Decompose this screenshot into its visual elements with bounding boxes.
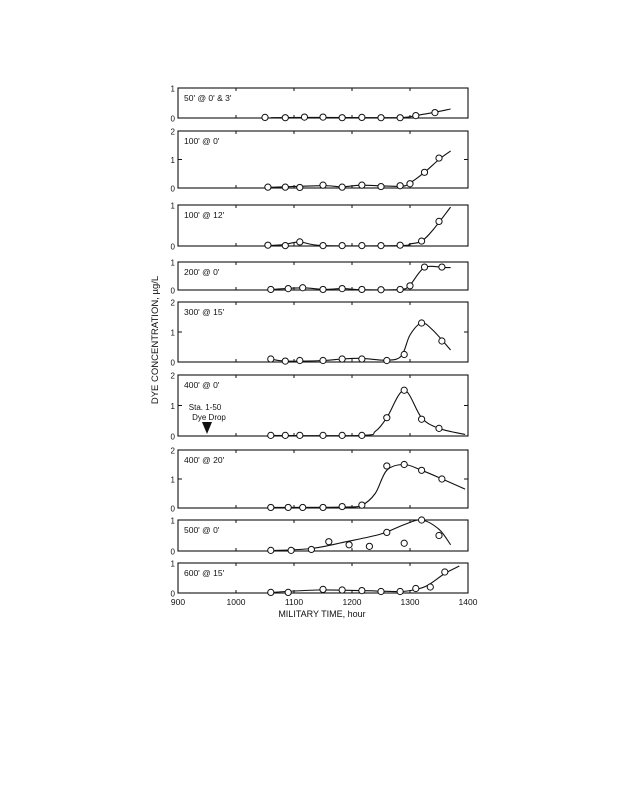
data-point — [297, 184, 303, 190]
y-tick-label: 1 — [170, 516, 175, 526]
data-point — [421, 169, 427, 175]
data-point — [268, 286, 274, 292]
y-tick-label: 2 — [170, 298, 175, 308]
y-tick-label: 1 — [170, 475, 175, 485]
panel-label: 400' @ 0' — [184, 380, 220, 390]
data-point — [297, 357, 303, 363]
y-tick-label: 0 — [170, 589, 175, 599]
panel-5 — [171, 299, 468, 368]
panel-label: 500' @ 0' — [184, 525, 220, 535]
data-point — [320, 242, 326, 248]
y-tick-label: 0 — [170, 114, 175, 124]
data-point — [359, 242, 365, 248]
panel-6 — [171, 372, 468, 442]
y-tick-label: 0 — [170, 432, 175, 442]
x-tick-label: 1000 — [226, 597, 246, 607]
data-point — [297, 239, 303, 245]
data-point — [397, 242, 403, 248]
panel-label: 100' @ 0' — [184, 136, 220, 146]
data-point — [339, 503, 345, 509]
data-point — [384, 529, 390, 535]
data-point — [265, 184, 271, 190]
data-point — [268, 432, 274, 438]
x-tick-label: 1100 — [284, 597, 304, 607]
y-tick-label: 2 — [170, 127, 175, 137]
data-point — [407, 181, 413, 187]
y-tick-label: 1 — [170, 559, 175, 569]
data-point — [282, 115, 288, 121]
data-point — [359, 182, 365, 188]
data-point — [419, 238, 425, 244]
data-point — [320, 286, 326, 292]
data-point — [442, 569, 448, 575]
data-point — [346, 542, 352, 548]
data-point — [407, 283, 413, 289]
dye-drop-arrow-icon — [202, 422, 212, 434]
annotation-line-1: Sta. 1-50 — [188, 403, 222, 412]
data-point — [262, 114, 268, 120]
data-point — [359, 502, 365, 508]
data-point — [401, 387, 407, 393]
y-tick-label: 0 — [170, 504, 175, 514]
panel-7 — [171, 447, 468, 514]
data-point — [268, 589, 274, 595]
data-point — [268, 547, 274, 553]
data-point — [397, 115, 403, 121]
data-point — [339, 184, 345, 190]
data-point — [427, 584, 433, 590]
data-point — [308, 546, 314, 552]
panel-label: 400' @ 20' — [184, 455, 225, 465]
x-tick-label: 1400 — [458, 597, 478, 607]
panel-3 — [171, 202, 468, 252]
data-point — [384, 357, 390, 363]
data-point — [413, 585, 419, 591]
data-point — [439, 264, 445, 270]
data-point — [320, 432, 326, 438]
y-tick-label: 1 — [170, 328, 175, 338]
y-tick-label: 2 — [170, 446, 175, 456]
panel-2 — [171, 128, 468, 194]
data-point — [419, 517, 425, 523]
data-point — [265, 242, 271, 248]
y-tick-label: 1 — [170, 201, 175, 211]
panel-label: 300' @ 15' — [184, 307, 225, 317]
data-point — [436, 218, 442, 224]
data-point — [378, 287, 384, 293]
data-point — [397, 183, 403, 189]
x-tick-label: 900 — [170, 597, 186, 607]
panel-4 — [171, 259, 468, 296]
data-point — [285, 504, 291, 510]
data-point — [285, 286, 291, 292]
data-point — [366, 543, 372, 549]
data-point — [301, 114, 307, 120]
series-curve — [271, 520, 451, 551]
y-tick-label: 1 — [170, 156, 175, 165]
data-point — [320, 357, 326, 363]
data-point — [401, 351, 407, 357]
panel-label: 200' @ 0' — [184, 267, 220, 277]
data-point — [326, 539, 332, 545]
data-point — [285, 589, 291, 595]
y-tick-label: 0 — [170, 242, 175, 252]
data-point — [339, 115, 345, 121]
data-point — [397, 588, 403, 594]
panel-1 — [171, 85, 468, 124]
data-point — [397, 286, 403, 292]
data-point — [378, 588, 384, 594]
data-point — [359, 114, 365, 120]
data-point — [436, 425, 442, 431]
data-point — [419, 416, 425, 422]
y-tick-label: 0 — [170, 547, 175, 557]
series-curve — [271, 323, 451, 361]
data-point — [401, 540, 407, 546]
data-point — [300, 285, 306, 291]
panel-label: 100' @ 12' — [184, 210, 225, 220]
x-tick-label: 1300 — [400, 597, 420, 607]
panel-label: 50' @ 0' & 3' — [184, 93, 232, 103]
data-point — [339, 242, 345, 248]
data-point — [339, 286, 345, 292]
data-point — [359, 588, 365, 594]
panel-9 — [171, 560, 468, 599]
data-point — [339, 432, 345, 438]
data-point — [300, 504, 306, 510]
y-tick-label: 2 — [170, 371, 175, 381]
data-point — [419, 320, 425, 326]
data-point — [359, 286, 365, 292]
data-point — [320, 182, 326, 188]
data-point — [282, 358, 288, 364]
data-point — [384, 463, 390, 469]
data-point — [439, 338, 445, 344]
y-axis-label: DYE CONCENTRATION, µg/L — [150, 275, 161, 405]
y-tick-label: 0 — [170, 286, 175, 296]
data-point — [320, 114, 326, 120]
data-point — [384, 415, 390, 421]
data-point — [436, 155, 442, 161]
data-point — [436, 532, 442, 538]
data-point — [268, 356, 274, 362]
panel-frame — [178, 131, 468, 188]
data-point — [421, 264, 427, 270]
data-point — [282, 184, 288, 190]
data-point — [282, 432, 288, 438]
data-point — [320, 586, 326, 592]
data-point — [419, 467, 425, 473]
panel-label: 600' @ 15' — [184, 568, 225, 578]
data-point — [439, 476, 445, 482]
x-axis-label: MILITARY TIME, hour — [278, 609, 366, 619]
data-point — [359, 356, 365, 362]
data-point — [282, 242, 288, 248]
data-point — [378, 115, 384, 121]
y-tick-label: 0 — [170, 358, 175, 368]
data-point — [378, 242, 384, 248]
data-point — [320, 504, 326, 510]
data-point — [413, 113, 419, 119]
data-point — [401, 461, 407, 467]
y-tick-label: 0 — [170, 184, 175, 194]
data-point — [268, 504, 274, 510]
data-point — [359, 432, 365, 438]
data-point — [339, 587, 345, 593]
data-point — [339, 356, 345, 362]
series-curve — [271, 465, 465, 508]
y-tick-label: 1 — [170, 402, 175, 411]
data-point — [432, 110, 438, 116]
panel-8 — [171, 517, 468, 557]
data-point — [378, 183, 384, 189]
x-tick-label: 1200 — [342, 597, 362, 607]
chart-panels — [171, 85, 478, 608]
y-tick-label: 1 — [170, 84, 175, 94]
y-tick-label: 1 — [170, 258, 175, 268]
data-point — [288, 547, 294, 553]
data-point — [297, 432, 303, 438]
panel-frame — [178, 375, 468, 436]
annotation-line-2: Dye Drop — [192, 413, 226, 422]
